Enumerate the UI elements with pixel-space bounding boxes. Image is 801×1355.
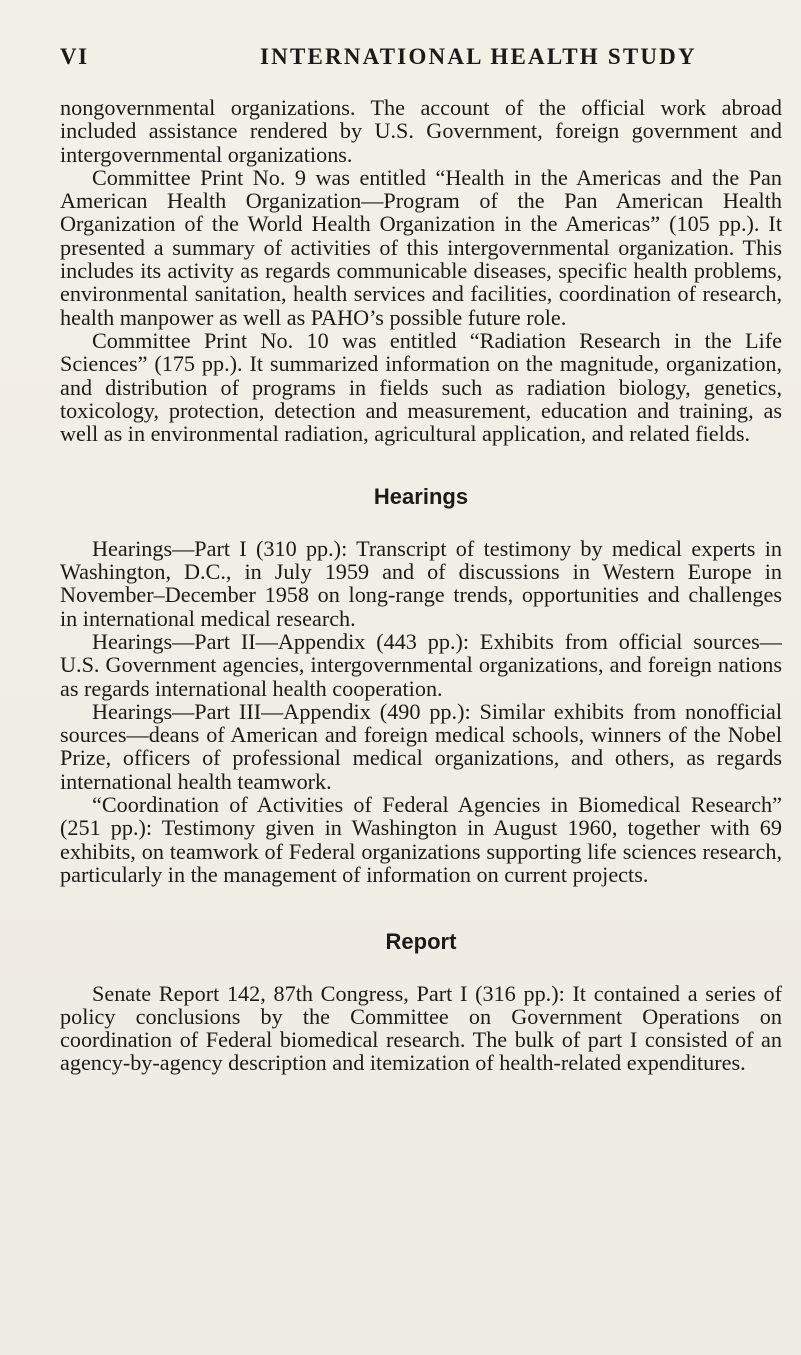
paragraph-hearings-part-1: Hearings—Part I (310 pp.): Transcript of testimony by medical experts in Washington, D.C., in July 1959 and of discussions in Western Europe in November–December 1958 on long-range trends, opportunities and challenges in international medical research.	[60, 535, 782, 631]
spacer	[60, 954, 782, 982]
body-text	[60, 96, 782, 1075]
running-title: INTERNATIONAL HEALTH STUDY	[260, 44, 697, 69]
paragraph-hearings-part-2: Hearings—Part II—Appendix (443 pp.): Exhibits from official sources—U.S. Government agencies, intergovernmental organizations, and foreign nations as regards international health cooperation.	[60, 628, 782, 701]
spacer	[60, 445, 782, 485]
paragraph-coordination-hearing: “Coordination of Activities of Federal Agencies in Biomedical Research” (251 pp.): Testimony given in Washington in August 1960, together with 69 exhibits, on teamwork of Federal organizations supporting life sciences research, particularly in the management of information on current projects.	[60, 792, 782, 887]
spacer	[60, 509, 782, 537]
paragraph-committee-print-9: Committee Print No. 9 was entitled “Health in the Americas and the Pan American Health Organization—Program of the Pan American Health Organization of the World Health Organization in the Americas” (105 pp.). It presented a summary of activities of this intergovernmental organization. This includes its activity as regards communicable diseases, specific health problems, environmental sanitation, health services and facilities, coordination of research, health manpower as well as PAHO’s possible future role.	[60, 164, 782, 330]
spacer	[60, 886, 782, 930]
paragraph-continuation: nongovernmental organizations. The account of the official work abroad included assistance rendered by U.S. Government, foreign government and intergovernmental organizations.	[60, 95, 782, 167]
paragraph-hearings-part-3: Hearings—Part III—Appendix (490 pp.): Similar exhibits from nonofficial sources—deans of American and foreign medical schools, winners of the Nobel Prize, officers of professional medical organizations, and others, as regards international health teamwork.	[60, 698, 782, 794]
paragraph-senate-report: Senate Report 142, 87th Congress, Part I (316 pp.): It contained a series of policy conclusions by the Committee on Government Operations on coordination of Federal biomedical research. The bulk of part I consisted of an agency-by-agency description and itemization of health-related expenditures.	[60, 980, 782, 1076]
page-folio: VI	[60, 44, 89, 69]
section-heading-hearings: Hearings	[373, 484, 469, 510]
paragraph-committee-print-10: Committee Print No. 10 was entitled “Radiation Research in the Life Sciences” (175 pp.). It summarized information on the magnitude, organization, and distribution of programs in fields such as radiation biology, genetics, toxicology, protection, detection and measurement, education and training, as well as in environmental radiation, agricultural application, and related fields.	[60, 327, 782, 447]
section-heading-report: Report	[385, 929, 457, 955]
running-head	[60, 44, 780, 74]
